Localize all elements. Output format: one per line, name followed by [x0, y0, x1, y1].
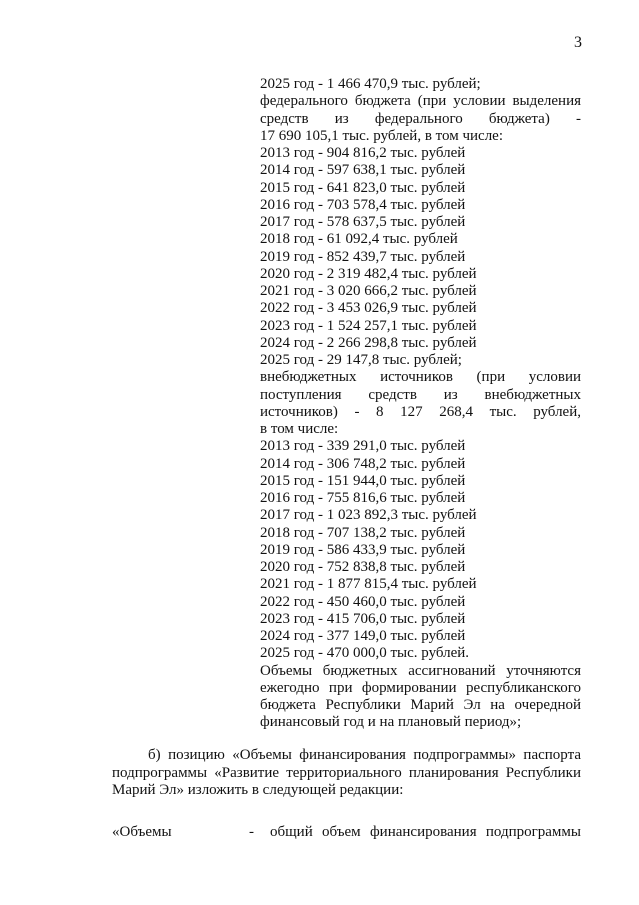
- text-line: в том числе:: [260, 421, 339, 437]
- year-amount-line: 2023 год - 415 706,0 тыс. рублей: [260, 610, 466, 627]
- row-dash: -: [249, 824, 254, 840]
- year-amount-line: 2018 год - 61 092,4 тыс. рублей: [260, 231, 458, 248]
- year-amount-line: 2019 год - 586 433,9 тыс. рублей: [260, 541, 466, 558]
- year-amount-line: 2013 год - 904 816,2 тыс. рублей: [260, 145, 466, 161]
- text-line: подпрограммы «Развитие территориального планирования Республики: [112, 764, 581, 781]
- row-value: общий объем финансирования подпрограммы: [270, 824, 581, 840]
- year-amount-line: 2016 год - 703 578,4 тыс. рублей: [260, 196, 466, 213]
- text-line: 2025 год - 1 466 470,9 тыс. рублей;: [260, 76, 481, 92]
- text-line: поступления средств из внебюджетных: [260, 386, 581, 403]
- text-line: б) позицию «Объемы финансирования подпрограммы» паспорта: [148, 747, 581, 763]
- row-label: «Объемы: [112, 824, 172, 840]
- text-line: внебюджетных источников (при условии: [260, 369, 581, 386]
- year-amount-line: 2014 год - 306 748,2 тыс. рублей: [260, 455, 466, 472]
- year-amount-line: 2023 год - 1 524 257,1 тыс. рублей: [260, 317, 477, 334]
- year-amount-line: 2021 год - 3 020 666,2 тыс. рублей: [260, 283, 477, 299]
- page-number: 3: [574, 34, 582, 51]
- year-amount-line: 2018 год - 707 138,2 тыс. рублей: [260, 524, 466, 541]
- text-line: Объемы бюджетных ассигнований уточняются: [260, 662, 581, 679]
- year-amount-line: 2020 год - 2 319 482,4 тыс. рублей: [260, 265, 477, 282]
- year-amount-line: 2015 год - 151 944,0 тыс. рублей: [260, 472, 466, 489]
- year-amount-line: 2015 год - 641 823,0 тыс. рублей: [260, 179, 466, 196]
- paragraph-b: [112, 747, 581, 800]
- year-amount-line: 2017 год - 578 637,5 тыс. рублей: [260, 214, 466, 230]
- year-amount-line: 2020 год - 752 838,8 тыс. рублей: [260, 559, 466, 575]
- year-amount-line: 2014 год - 597 638,1 тыс. рублей: [260, 162, 466, 179]
- year-amount-line: 2025 год - 29 147,8 тыс. рублей;: [260, 352, 462, 368]
- text-line: Марий Эл» изложить в следующей редакции:: [112, 782, 404, 798]
- year-amount-line: 2022 год - 3 453 026,9 тыс. рублей: [260, 300, 477, 317]
- year-amount-line: 2022 год - 450 460,0 тыс. рублей: [260, 593, 466, 610]
- year-amount-line: 2017 год - 1 023 892,3 тыс. рублей: [260, 507, 477, 524]
- year-amount-line: 2024 год - 2 266 298,8 тыс. рублей: [260, 334, 477, 351]
- year-amount-line: 2016 год - 755 816,6 тыс. рублей: [260, 490, 466, 506]
- text-line: источников) - 8 127 268,4 тыс. рублей,: [260, 403, 581, 420]
- year-amount-line: 2019 год - 852 439,7 тыс. рублей: [260, 248, 466, 265]
- text-line: ежегодно при формировании республиканского: [260, 679, 581, 696]
- text-line: бюджета Республики Марий Эл на очередной: [260, 697, 581, 713]
- year-amount-line: 2013 год - 339 291,0 тыс. рублей: [260, 438, 466, 455]
- text-line: федерального бюджета (при условии выделения: [260, 93, 581, 110]
- year-amount-line: 2025 год - 470 000,0 тыс. рублей.: [260, 645, 470, 662]
- year-amount-line: 2021 год - 1 877 815,4 тыс. рублей: [260, 576, 477, 593]
- text-line: 17 690 105,1 тыс. рублей, в том числе:: [260, 127, 504, 144]
- year-amount-line: 2024 год - 377 149,0 тыс. рублей: [260, 628, 466, 644]
- text-line: средств из федерального бюджета) -: [260, 110, 581, 127]
- funding-details-column: [260, 76, 581, 732]
- text-line: финансовый год и на плановый период»;: [260, 714, 522, 731]
